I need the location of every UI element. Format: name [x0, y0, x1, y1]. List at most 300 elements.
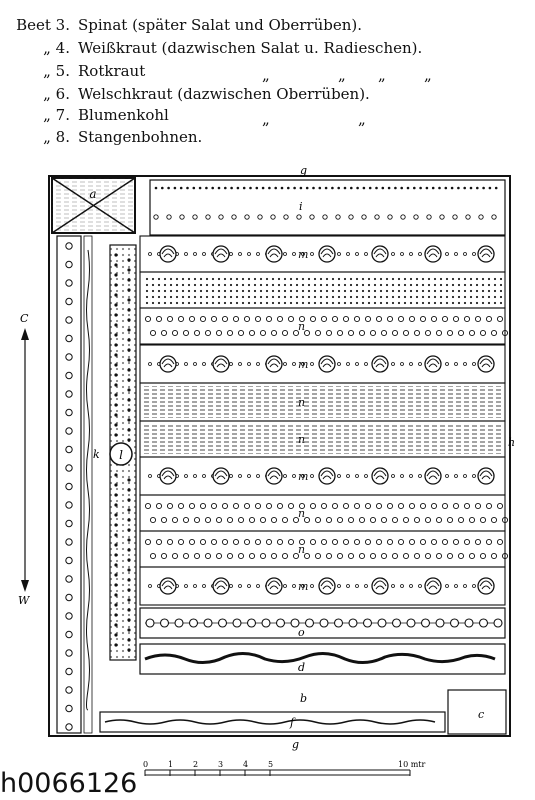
border-shrub	[66, 428, 72, 434]
border-shrub	[66, 483, 72, 489]
bush-circle	[436, 619, 444, 627]
path-dot	[114, 373, 117, 376]
seedling-dot	[304, 553, 309, 558]
seedling-dot	[282, 553, 287, 558]
seedling-dot	[475, 539, 480, 544]
bed-label: m	[298, 358, 309, 371]
bed-label: m	[298, 248, 309, 261]
path-dot	[114, 593, 117, 596]
border-shrub	[66, 557, 72, 563]
seedling-dot	[183, 330, 188, 335]
path-dot	[127, 508, 130, 511]
seedling-dot	[419, 187, 422, 190]
bed-label: n	[298, 543, 306, 556]
bush-circle	[306, 619, 314, 627]
lettuce-dot	[284, 475, 287, 478]
seedling-dot	[150, 553, 155, 558]
path-dot	[114, 303, 117, 306]
seedling-dot	[310, 539, 315, 544]
legend-row-beet-6: „ 6. Welschkraut (dazwischen Oberrüben).	[43, 85, 370, 103]
seedling-dot	[388, 187, 391, 190]
seedling-dot	[401, 215, 405, 219]
path-dot	[114, 253, 117, 256]
border-shrub	[66, 576, 72, 582]
lettuce-dot	[149, 363, 152, 366]
path-dot	[114, 323, 117, 326]
scale-bar	[143, 760, 426, 776]
lettuce-dot	[455, 253, 458, 256]
seedling-dot	[457, 187, 460, 190]
seedling-dot	[315, 517, 320, 522]
seedling-dot	[310, 215, 314, 219]
path-dot	[114, 573, 117, 576]
path-dot	[114, 513, 117, 516]
lettuce-dot	[338, 585, 341, 588]
border-shrub	[66, 354, 72, 360]
path-dot	[114, 613, 117, 616]
seedling-dot	[453, 316, 458, 321]
seedling-dot	[271, 553, 276, 558]
lettuce-dot	[347, 585, 350, 588]
seedling-dot	[156, 539, 161, 544]
seedling-dot	[227, 330, 232, 335]
border-shrub	[66, 261, 72, 267]
seedling-dot	[453, 539, 458, 544]
seed-pattern	[143, 424, 502, 454]
seedling-dot	[350, 187, 353, 190]
lettuce-dot	[230, 363, 233, 366]
lettuce-dot	[365, 253, 368, 256]
seedling-dot	[277, 316, 282, 321]
seedling-dot	[211, 539, 216, 544]
seedling-dot	[193, 215, 197, 219]
seedling-dot	[464, 316, 469, 321]
seedling-dot	[336, 215, 340, 219]
seedling-dot	[189, 316, 194, 321]
seedling-dot	[178, 503, 183, 508]
seedling-dot	[458, 553, 463, 558]
path-dot	[114, 503, 117, 506]
seedling-dot	[381, 517, 386, 522]
seedling-dot	[403, 517, 408, 522]
lettuce-dot	[347, 475, 350, 478]
path-dot	[114, 313, 117, 316]
seedling-dot	[178, 316, 183, 321]
seedling-dot	[414, 553, 419, 558]
compass-label-bottom: W	[18, 594, 30, 607]
legend-row-beet-5: „ 5. Rotkraut	[43, 62, 146, 80]
seedling-dot	[426, 187, 429, 190]
seedling-dot	[464, 539, 469, 544]
lettuce-dot	[410, 585, 413, 588]
lettuce-dot	[230, 253, 233, 256]
bush-circle	[146, 619, 154, 627]
seedling-dot	[438, 187, 441, 190]
border-shrub	[66, 539, 72, 545]
lettuce-dot	[239, 363, 242, 366]
lettuce-dot	[392, 363, 395, 366]
bush-circle	[422, 619, 430, 627]
lettuce-dot	[257, 253, 260, 256]
seedling-dot	[244, 503, 249, 508]
seedling-dot	[156, 503, 161, 508]
seedling-dot	[387, 503, 392, 508]
seedling-dot	[354, 316, 359, 321]
seedling-dot	[262, 187, 265, 190]
seedling-dot	[398, 539, 403, 544]
seedling-dot	[458, 330, 463, 335]
seedling-dot	[480, 553, 485, 558]
lettuce-dot	[248, 363, 251, 366]
lettuce-dot	[473, 253, 476, 256]
seedling-dot	[375, 215, 379, 219]
seedling-dot	[183, 553, 188, 558]
seedling-dot	[365, 503, 370, 508]
legend-row-beet-8: „ 8. Stangenbohnen.	[43, 128, 203, 146]
seedling-dot	[288, 316, 293, 321]
lettuce-dot	[446, 253, 449, 256]
seedling-dot	[354, 539, 359, 544]
path-dot	[114, 383, 117, 386]
seedling-dot	[387, 316, 392, 321]
seedling-dot	[480, 517, 485, 522]
seedling-dot	[200, 539, 205, 544]
seedling-dot	[266, 316, 271, 321]
lettuce-dot	[401, 475, 404, 478]
seedling-dot	[370, 330, 375, 335]
lettuce-dot	[185, 585, 188, 588]
seedling-dot	[486, 539, 491, 544]
seedling-dot	[199, 187, 202, 190]
lettuce-dot	[311, 585, 314, 588]
label-h: h	[508, 436, 516, 449]
seedling-dot	[332, 503, 337, 508]
label-a: a	[89, 187, 97, 201]
path-dot	[127, 628, 130, 631]
lettuce-dot	[338, 363, 341, 366]
bush-circle	[480, 619, 488, 627]
path-dot	[127, 318, 130, 321]
seedling-dot	[491, 330, 496, 335]
seedling-dot	[321, 503, 326, 508]
path-dot	[127, 648, 130, 651]
path-dot	[127, 268, 130, 271]
lettuce-dot	[239, 253, 242, 256]
seedling-dot	[271, 517, 276, 522]
bush-circle	[219, 619, 227, 627]
path-dot	[114, 483, 117, 486]
seedling-dot	[300, 187, 303, 190]
path-dot	[114, 393, 117, 396]
path-dot	[127, 558, 130, 561]
seedling-dot	[348, 330, 353, 335]
seedling-dot	[174, 187, 177, 190]
seedling-dot	[414, 517, 419, 522]
seedling-dot	[244, 316, 249, 321]
seedling-dot	[218, 187, 221, 190]
seedling-dot	[205, 330, 210, 335]
lettuce-dot	[347, 253, 350, 256]
ditto-mark: „	[378, 66, 386, 84]
bush-circle	[364, 619, 372, 627]
bush-circle	[451, 619, 459, 627]
seedling-dot	[216, 517, 221, 522]
seedling-dot	[249, 330, 254, 335]
seedling-dot	[145, 539, 150, 544]
seedling-dot	[161, 517, 166, 522]
seedling-dot	[392, 553, 397, 558]
path-dot	[114, 343, 117, 346]
crop-bed	[140, 495, 505, 531]
seedling-dot	[145, 503, 150, 508]
lettuce-dot	[293, 475, 296, 478]
border-shrub	[66, 446, 72, 452]
seedling-dot	[331, 187, 334, 190]
crop-bed	[140, 531, 505, 567]
seedling-dot	[154, 215, 158, 219]
lettuce-dot	[365, 585, 368, 588]
seedling-dot	[365, 539, 370, 544]
lettuce-dot	[257, 363, 260, 366]
lettuce-dot	[401, 363, 404, 366]
bush-circle	[204, 619, 212, 627]
border-shrub	[66, 650, 72, 656]
seedling-dot	[392, 517, 397, 522]
seedling-dot	[211, 316, 216, 321]
bed-label: n	[298, 433, 306, 446]
border-shrub	[66, 465, 72, 471]
seedling-dot	[211, 187, 214, 190]
scale-tick-1: 1	[168, 760, 174, 769]
lettuce-dot	[230, 475, 233, 478]
seedling-dot	[260, 330, 265, 335]
seedling-dot	[310, 503, 315, 508]
ditto-mark: „	[358, 110, 366, 128]
seedling-dot	[453, 215, 457, 219]
seedling-dot	[491, 517, 496, 522]
path-dot	[127, 588, 130, 591]
lettuce-dot	[203, 363, 206, 366]
path-dot	[114, 333, 117, 336]
seedling-dot	[431, 539, 436, 544]
bed-label: n	[298, 396, 306, 409]
seedling-dot	[453, 503, 458, 508]
seedling-dot	[284, 215, 288, 219]
lettuce-dot	[284, 363, 287, 366]
seedling-dot	[205, 187, 208, 190]
seedling-dot	[348, 553, 353, 558]
seedling-dot	[288, 503, 293, 508]
path-dot	[127, 598, 130, 601]
seedling-dot	[497, 503, 502, 508]
seedling-dot	[193, 187, 196, 190]
seedling-dot	[238, 517, 243, 522]
seedling-dot	[403, 330, 408, 335]
seedling-dot	[442, 539, 447, 544]
seedling-dot	[337, 553, 342, 558]
left-border-bed	[57, 236, 92, 733]
scale-tick-3: 3	[218, 760, 224, 769]
seedling-dot	[216, 553, 221, 558]
path-dot	[114, 643, 117, 646]
label-g-top: g	[300, 164, 308, 177]
bed-i	[150, 180, 505, 235]
seedling-dot	[398, 503, 403, 508]
seedling-dot	[172, 553, 177, 558]
lettuce-dot	[203, 475, 206, 478]
seedling-dot	[222, 539, 227, 544]
seedling-dot	[359, 517, 364, 522]
bed-o	[140, 608, 505, 639]
seedling-dot	[233, 316, 238, 321]
legend-row-beet-7: „ 7. Blumenkohl	[43, 106, 169, 124]
seedling-dot	[238, 553, 243, 558]
seedling-dot	[466, 215, 470, 219]
lettuce-dot	[248, 475, 251, 478]
seedling-dot	[356, 187, 359, 190]
bush-circle	[378, 619, 386, 627]
lettuce-dot	[392, 253, 395, 256]
seedling-dot	[277, 503, 282, 508]
seedling-dot	[332, 539, 337, 544]
seedling-dot	[186, 187, 189, 190]
seedling-dot	[274, 187, 277, 190]
scale-tick-4: 4	[243, 760, 249, 769]
path-dot	[114, 363, 117, 366]
seedling-dot	[268, 187, 271, 190]
seedling-dot	[167, 187, 170, 190]
seedling-dot	[447, 330, 452, 335]
lettuce-dot	[284, 585, 287, 588]
seedling-dot	[150, 330, 155, 335]
seedling-dot	[237, 187, 240, 190]
border-shrub	[66, 502, 72, 508]
seedling-dot	[409, 316, 414, 321]
seedling-dot	[348, 517, 353, 522]
seedling-dot	[398, 316, 403, 321]
path-dot	[114, 533, 117, 536]
seedling-dot	[205, 517, 210, 522]
seedling-dot	[458, 517, 463, 522]
seedling-dot	[343, 316, 348, 321]
lettuce-dot	[149, 253, 152, 256]
seedling-dot	[442, 503, 447, 508]
seedling-dot	[178, 539, 183, 544]
seedling-dot	[376, 539, 381, 544]
seedling-dot	[431, 316, 436, 321]
seedling-dot	[277, 539, 282, 544]
seedling-dot	[172, 517, 177, 522]
path-dot	[127, 538, 130, 541]
bush-circle	[465, 619, 473, 627]
seedling-dot	[486, 316, 491, 321]
lettuce-dot	[419, 363, 422, 366]
path-dot	[114, 623, 117, 626]
seedling-dot	[469, 517, 474, 522]
seedling-dot	[194, 553, 199, 558]
seedling-dot	[304, 330, 309, 335]
path-dot	[114, 493, 117, 496]
image-id-watermark: h0066126	[0, 768, 138, 799]
lettuce-dot	[473, 475, 476, 478]
seedling-dot	[183, 517, 188, 522]
seedling-dot	[403, 553, 408, 558]
path-dot	[127, 378, 130, 381]
seedling-dot	[427, 215, 431, 219]
border-shrub	[66, 613, 72, 619]
lettuce-dot	[464, 475, 467, 478]
bush-circle	[349, 619, 357, 627]
path-dot	[127, 368, 130, 371]
seedling-dot	[332, 316, 337, 321]
seedling-dot	[409, 539, 414, 544]
seedling-dot	[172, 330, 177, 335]
seedling-dot	[238, 330, 243, 335]
bed-label: n	[298, 320, 306, 333]
lettuce-dot	[203, 585, 206, 588]
bush-circle	[175, 619, 183, 627]
lettuce-dot	[464, 363, 467, 366]
seedling-dot	[432, 187, 435, 190]
seedling-dot	[161, 553, 166, 558]
border-shrub	[66, 520, 72, 526]
lettuce-dot	[194, 253, 197, 256]
seed-pattern	[143, 275, 502, 305]
seedling-dot	[431, 503, 436, 508]
lettuce-dot	[392, 585, 395, 588]
seedling-dot	[323, 215, 327, 219]
seedling-dot	[206, 215, 210, 219]
seedling-dot	[189, 539, 194, 544]
bush-circle	[335, 619, 343, 627]
path-dot	[127, 638, 130, 641]
lettuce-dot	[419, 475, 422, 478]
seedling-dot	[447, 517, 452, 522]
path-dot	[127, 518, 130, 521]
bush-circle	[393, 619, 401, 627]
seedling-dot	[445, 187, 448, 190]
lettuce-dot	[185, 475, 188, 478]
path-dot	[127, 418, 130, 421]
seedling-dot	[297, 215, 301, 219]
border-shrub	[66, 594, 72, 600]
path-dot	[127, 408, 130, 411]
path-dot	[127, 428, 130, 431]
bed-f	[100, 712, 445, 732]
corner-c	[448, 690, 506, 734]
lettuce-dot	[194, 475, 197, 478]
border-shrub	[66, 298, 72, 304]
seedling-dot	[349, 215, 353, 219]
legend-row-beet-4: „ 4. Weißkraut (dazwischen Salat u. Radieschen).	[43, 39, 423, 57]
border-shrub	[66, 705, 72, 711]
border-shrub	[66, 317, 72, 323]
path-dot	[114, 273, 117, 276]
seedling-dot	[310, 316, 315, 321]
seedling-dot	[343, 539, 348, 544]
path-dot	[114, 603, 117, 606]
path-dot	[114, 473, 117, 476]
seedling-dot	[497, 316, 502, 321]
bush-circle	[262, 619, 270, 627]
crop-bed	[140, 308, 505, 344]
lettuce-dot	[338, 475, 341, 478]
seedling-dot	[167, 539, 172, 544]
path-dot	[127, 568, 130, 571]
border-shrub	[66, 631, 72, 637]
seedling-dot	[230, 187, 233, 190]
seedling-dot	[382, 187, 385, 190]
